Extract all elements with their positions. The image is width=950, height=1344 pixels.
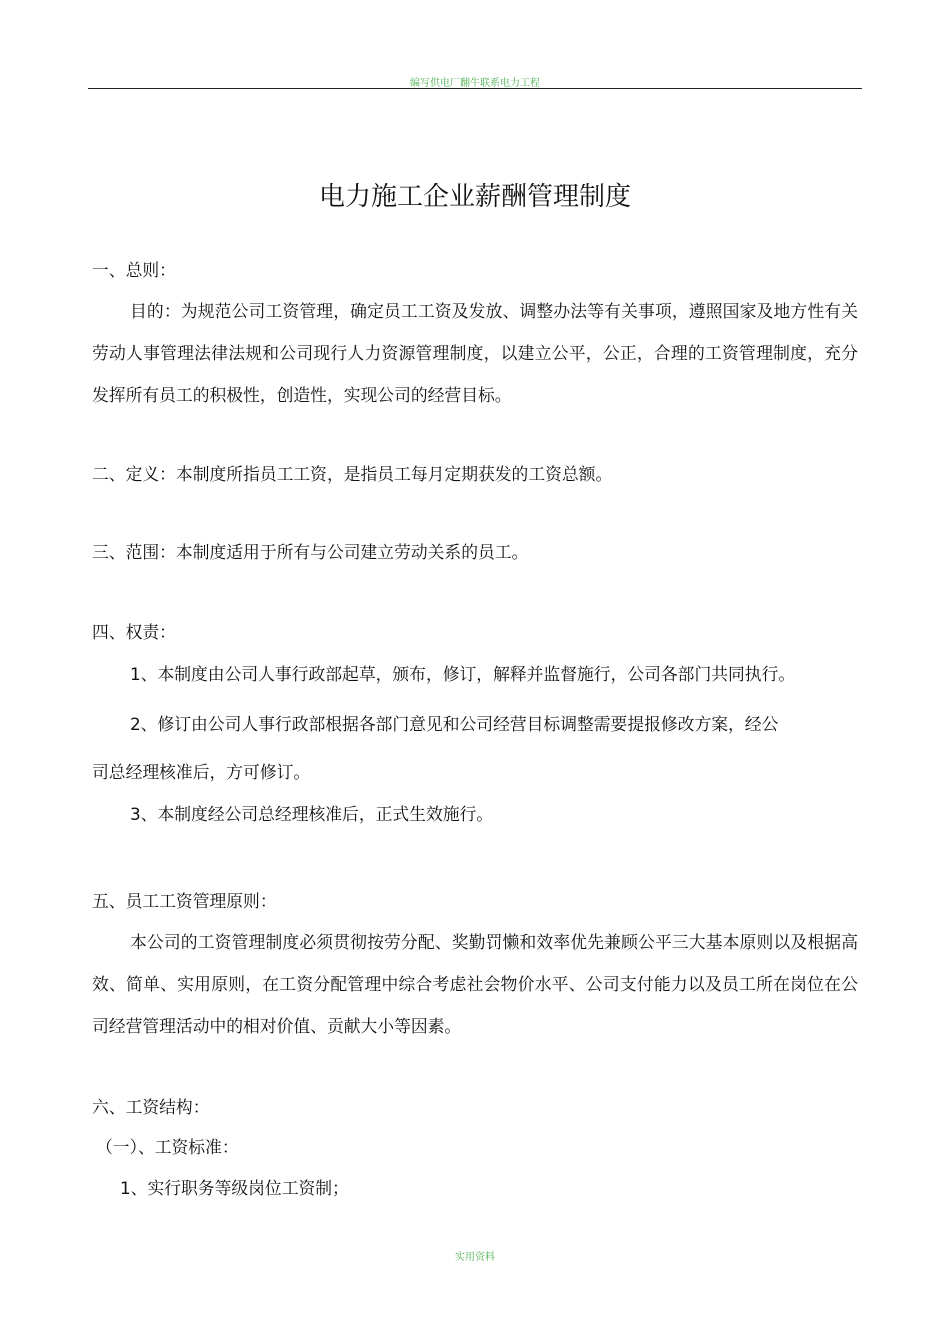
header-divider	[88, 88, 862, 89]
authority-item-1: 1、本制度由公司人事行政部起草，颁布，修订，解释并监督施行，公司各部门共同执行。	[130, 664, 796, 684]
page-footer-text: 实用资料	[455, 1252, 495, 1263]
authority-item-3: 3、本制度经公司总经理核准后，正式生效施行。	[130, 804, 494, 824]
section-general-purpose: 目的：为规范公司工资管理，确定员工工资及发放、调整办法等有关事项，遵照国家及地方性有关劳动人事管理法律法规和公司现行人力资源管理制度，以建立公平，公正，合理的工资管理制度，充分发挥所有员工的积极性，创造性，实现公司的经营目标。	[92, 301, 858, 405]
section-general-heading: 一、总则：	[92, 260, 176, 280]
structure-subheading-1: （一）、工资标准：	[96, 1137, 239, 1157]
authority-item-2-line-1: 2、修订由公司人事行政部根据各部门意见和公司经营目标调整需要提报修改方案，经公	[130, 714, 779, 734]
section-principles-heading: 五、员工工资管理原则：	[92, 891, 277, 911]
section-authority-heading: 四、权责：	[92, 622, 176, 642]
structure-item-1: 1、实行职务等级岗位工资制；	[120, 1178, 349, 1198]
section-structure-heading: 六、工资结构：	[92, 1097, 210, 1117]
section-principles-body: 本公司的工资管理制度必须贯彻按劳分配、奖勤罚懒和效率优先兼顾公平三大基本原则以及根据高效、简单、实用原则，在工资分配管理中综合考虑社会物价水平、公司支付能力以及员工所在岗位在公司经营管理活动中的相对价值、贡献大小等因素。	[92, 932, 858, 1036]
page-header-text: 编写供电厂翻牛联系电力工程	[410, 78, 540, 89]
document-title: 电力施工企业薪酬管理制度	[318, 182, 631, 212]
section-scope: 三、范围：本制度适用于所有与公司建立劳动关系的员工。	[92, 542, 529, 562]
section-definition: 二、定义：本制度所指员工工资，是指员工每月定期获发的工资总额。	[92, 464, 613, 484]
authority-item-2-line-2: 司总经理核准后，方可修订。	[92, 762, 311, 782]
